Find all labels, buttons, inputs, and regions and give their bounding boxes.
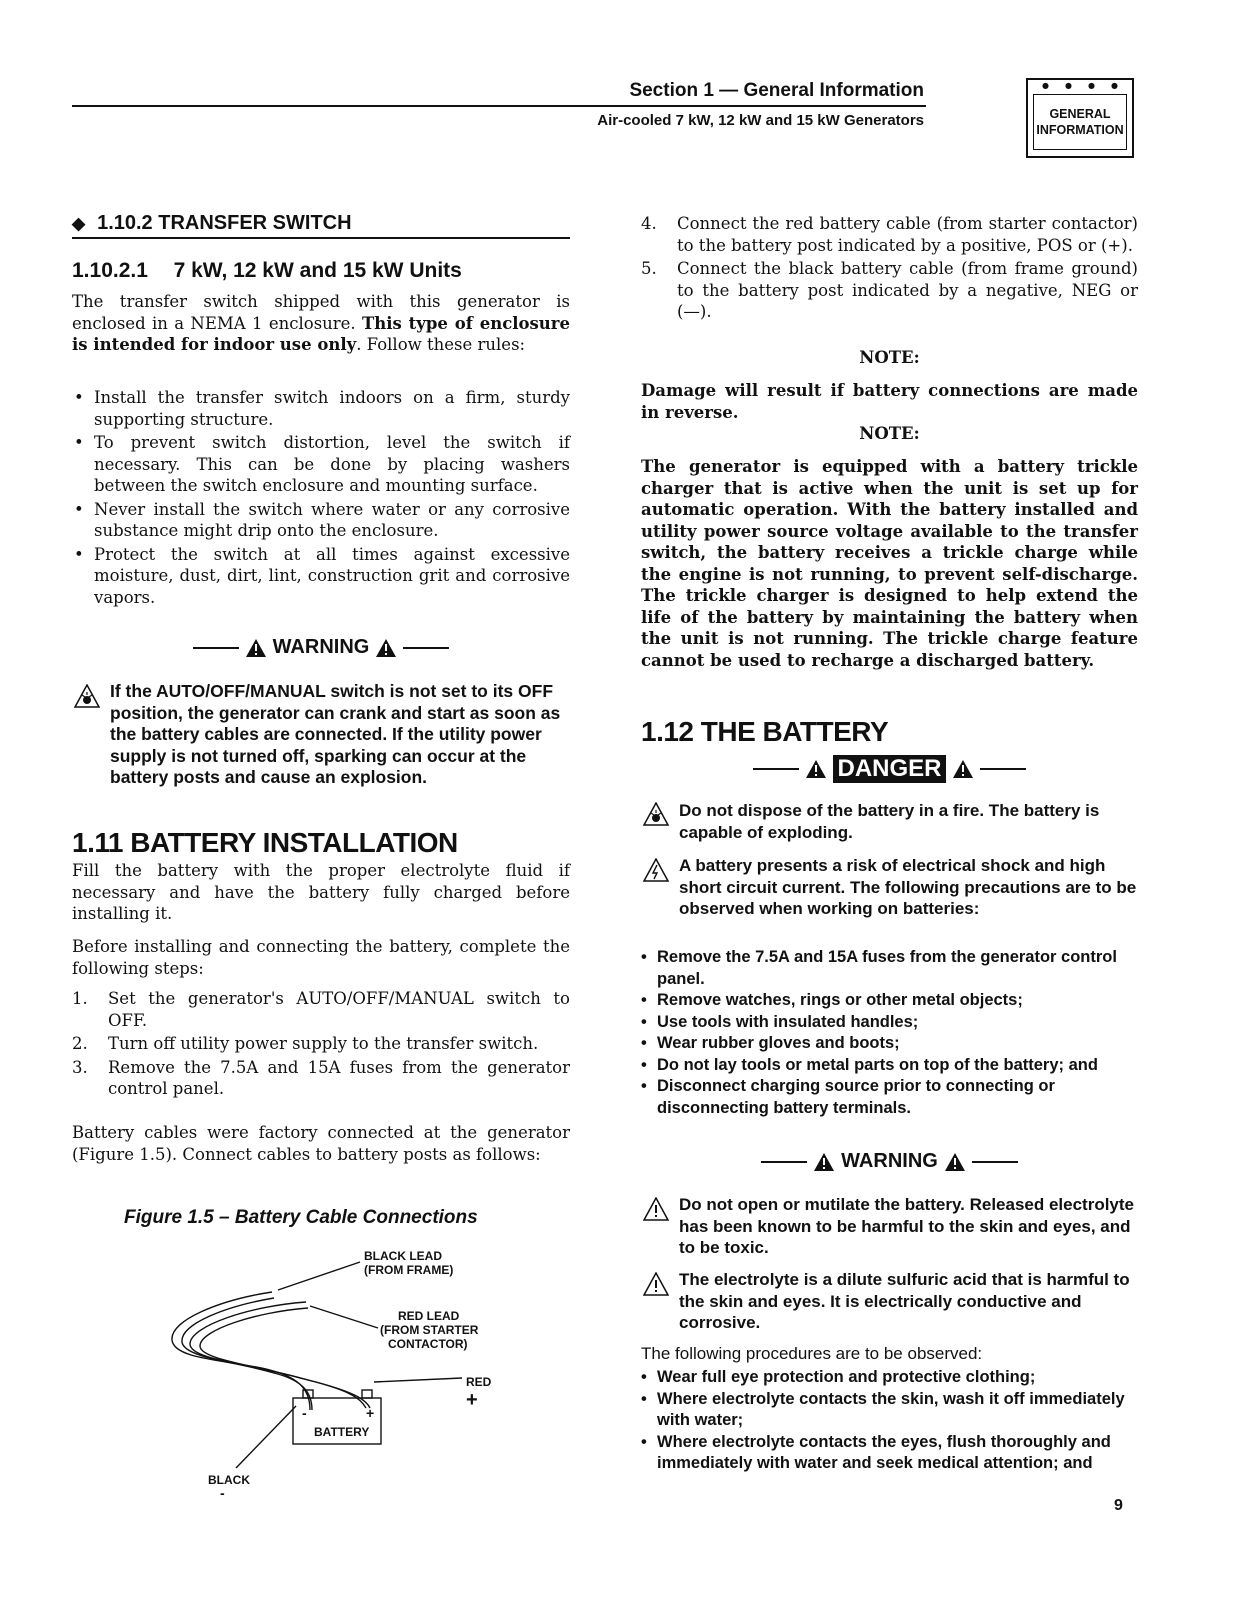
list-item: 3. Remove the 7.5A and 15A fuses from the generator control panel. bbox=[72, 1057, 570, 1098]
warning-triangle-icon bbox=[952, 759, 974, 779]
battery-plus-sign: + bbox=[366, 1405, 375, 1421]
list-item: • Wear full eye protection and protective clothing; bbox=[641, 1368, 1036, 1386]
battery-label: BATTERY bbox=[314, 1425, 370, 1439]
danger-shock-text: A battery presents a risk of electrical shock and high short circuit current. The following precautions are to be observed when working on batteries: bbox=[679, 856, 1137, 918]
list-item: • Remove watches, rings or other metal objects; bbox=[641, 991, 1023, 1009]
warning-triangle-icon bbox=[805, 759, 827, 779]
connection-steps bbox=[641, 213, 1138, 323]
cables-paragraph: Battery cables were factory connected at the generator (Figure 1.5). Connect cables to battery posts as follows: bbox=[72, 1123, 570, 1164]
the-battery-heading: 1.12 THE BATTERY bbox=[641, 716, 889, 747]
list-item: • Where electrolyte contacts the skin, wash it off immediately with water; bbox=[641, 1389, 1125, 1429]
label-minus: - bbox=[220, 1485, 225, 1500]
note-label: NOTE: bbox=[859, 424, 920, 443]
list-item: • Disconnect charging source prior to connecting or disconnecting battery terminals. bbox=[641, 1077, 1055, 1117]
section-subtitle: Air-cooled 7 kW, 12 kW and 15 kW Generators bbox=[597, 112, 924, 129]
label-plus: + bbox=[466, 1389, 478, 1411]
warning-triangle-icon bbox=[944, 1152, 966, 1172]
electrical-shock-icon bbox=[643, 858, 669, 882]
explosion-hazard-icon bbox=[74, 684, 100, 708]
tab-dots: ● ● ● ● bbox=[1042, 81, 1118, 90]
battery-install-paragraph-2: Before installing and connecting the battery, complete the following steps: bbox=[72, 937, 570, 978]
list-item: 1. Set the generator's AUTO/OFF/MANUAL switch to OFF. bbox=[72, 989, 570, 1030]
section-title: Section 1 — General Information bbox=[629, 80, 924, 101]
list-item: 2. Turn off utility power supply to the transfer switch. bbox=[72, 1034, 539, 1053]
transfer-rules-list bbox=[72, 387, 570, 608]
battery-cable-diagram bbox=[160, 1240, 500, 1500]
list-item: • Remove the 7.5A and 15A fuses from the generator control panel. bbox=[641, 948, 1117, 988]
list-item: • Protect the switch at all times against excessive moisture, dust, dirt, lint, construction grit and corrosive vapors. bbox=[74, 544, 570, 607]
warning-triangle-icon bbox=[375, 638, 397, 658]
warning-mutilate-text: Do not open or mutilate the battery. Released electrolyte has been known to be harmful to the skin and eyes, and to be toxic. bbox=[679, 1195, 1135, 1257]
procedures-list bbox=[641, 1367, 1138, 1475]
label-red-lead: RED LEAD bbox=[398, 1309, 460, 1323]
section-tab bbox=[1026, 78, 1134, 158]
danger-fire-text: Do not dispose of the battery in a fire. The battery is capable of exploding. bbox=[679, 801, 1100, 842]
list-item: • Install the transfer switch indoors on a firm, sturdy supporting structure. bbox=[74, 388, 570, 429]
header-rule bbox=[72, 105, 926, 107]
caution-triangle-icon bbox=[643, 1197, 669, 1221]
transfer-switch-heading: ◆ 1.10.2 TRANSFER SWITCH bbox=[72, 212, 570, 239]
note-trickle-charger: The generator is equipped with a battery trickle charger that is active when the unit is set up for automatic operation. With the battery installed and utility power source voltage available to the transfer switch, the battery receives a trickle charge while the engine is not running, to prevent self-discharge. The trickle charger is designed to help extend the life of the battery by maintaining the battery when the unit is not running. The trickle charge feature cannot be used to recharge a discharged battery. bbox=[641, 457, 1138, 670]
warning-text: If the AUTO/OFF/MANUAL switch is not set to its OFF position, the generator can crank and start as soon as the battery cables are connected. If the utility power supply is not turned off, sparking can occur at the battery posts and cause an explosion. bbox=[110, 681, 561, 787]
list-item: • Do not lay tools or metal parts on top of the battery; and bbox=[641, 1055, 1098, 1074]
danger-banner: DANGER bbox=[641, 755, 1138, 783]
warning-banner: WARNING bbox=[641, 1150, 1138, 1173]
list-item: • Never install the switch where water or any corrosive substance might drip onto the enclosure. bbox=[74, 499, 570, 540]
list-item: • Where electrolyte contacts the eyes, flush thoroughly and immediately with water and seek medical attention; and bbox=[641, 1432, 1111, 1472]
battery-minus-sign: - bbox=[302, 1405, 307, 1421]
battery-install-paragraph-1: Fill the battery with the proper electrolyte fluid if necessary and have the battery fully charged before installing it. bbox=[72, 861, 570, 923]
transfer-intro: The transfer switch shipped with this generator is enclosed in a NEMA 1 enclosure. This type of enclosure is intended for indoor use only. Follow these rules: bbox=[72, 292, 570, 354]
label-black-lead: BLACK LEAD bbox=[364, 1249, 442, 1263]
procedures-intro: The following procedures are to be observed: bbox=[641, 1344, 983, 1363]
list-item: 5. Connect the black battery cable (from frame ground) to the battery post indicated by a negative, NEG or (—). bbox=[641, 259, 1138, 321]
note-reverse-connection: Damage will result if battery connections are made in reverse. bbox=[641, 381, 1138, 422]
list-item: • Wear rubber gloves and boots; bbox=[641, 1034, 900, 1052]
label-from-starter: (FROM STARTER bbox=[380, 1323, 479, 1337]
tab-label-line2: INFORMATION bbox=[1036, 123, 1124, 137]
precautions-list bbox=[641, 947, 1138, 1119]
note-label: NOTE: bbox=[859, 348, 920, 367]
label-contactor: CONTACTOR) bbox=[388, 1337, 468, 1351]
diamond-icon: ◆ bbox=[72, 213, 86, 233]
figure-caption: Figure 1.5 – Battery Cable Connections bbox=[124, 1207, 478, 1228]
label-red: RED bbox=[466, 1375, 492, 1389]
warning-electrolyte-text: The electrolyte is a dilute sulfuric acid that is harmful to the skin and eyes. It is electrically conductive and corrosive. bbox=[679, 1270, 1130, 1332]
caution-triangle-icon bbox=[643, 1272, 669, 1296]
warning-triangle-icon bbox=[245, 638, 267, 658]
page-number: 9 bbox=[1114, 1497, 1123, 1514]
tab-label-line1: GENERAL bbox=[1049, 107, 1111, 121]
installation-steps bbox=[72, 988, 570, 1100]
battery-installation-heading: 1.11 BATTERY INSTALLATION bbox=[72, 827, 458, 858]
label-black: BLACK bbox=[208, 1473, 250, 1487]
units-heading: 1.10.2.1 7 kW, 12 kW and 15 kW Units bbox=[72, 259, 462, 282]
list-item: • Use tools with insulated handles; bbox=[641, 1012, 919, 1031]
warning-triangle-icon bbox=[813, 1152, 835, 1172]
warning-banner: WARNING bbox=[72, 636, 570, 659]
label-from-frame: (FROM FRAME) bbox=[364, 1263, 454, 1277]
list-item: 4. Connect the red battery cable (from starter contactor) to the battery post indicated by a positive, POS or (+). bbox=[641, 214, 1138, 255]
explosion-hazard-icon bbox=[643, 802, 669, 826]
list-item: • To prevent switch distortion, level the switch if necessary. This can be done by placing washers between the switch enclosure and mounting surface. bbox=[74, 433, 570, 495]
